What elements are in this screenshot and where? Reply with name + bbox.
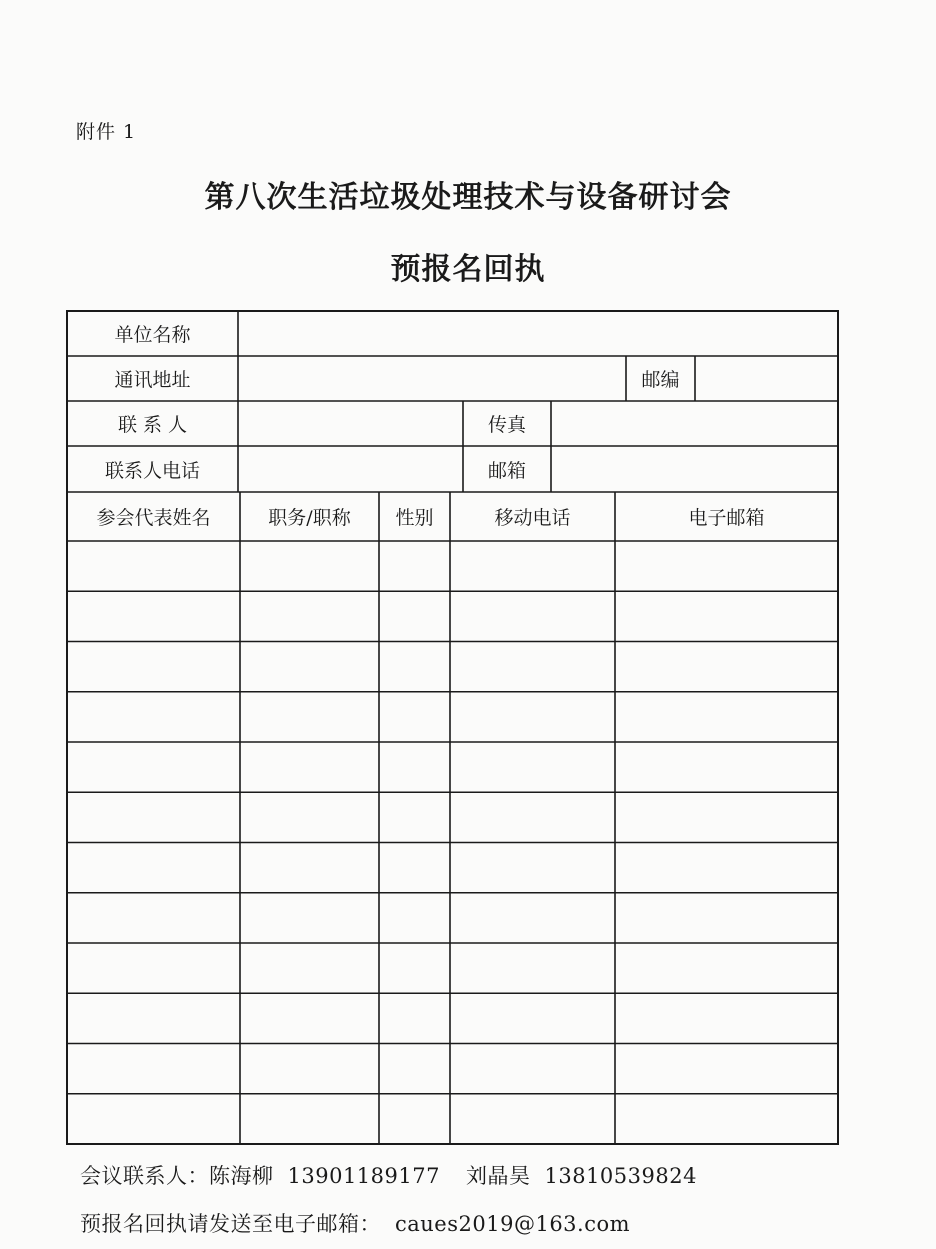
position-cell[interactable] (240, 1094, 379, 1144)
contact-person-label: 联 系 人 (117, 414, 188, 436)
meeting-contacts (80, 1160, 697, 1190)
mobile-phone-cell[interactable] (450, 1044, 615, 1094)
submission-email: caues2019@163.com (395, 1212, 631, 1236)
postcode-field[interactable] (695, 356, 838, 401)
document-subtitle: 预报名回执 (390, 252, 546, 287)
attendee-name-cell[interactable] (67, 541, 240, 591)
address-field[interactable] (238, 356, 626, 401)
attendee-name-cell[interactable] (67, 642, 240, 692)
position-cell[interactable] (240, 591, 379, 641)
contacts-prefix: 会议联系人： (80, 1164, 209, 1188)
position-cell[interactable] (240, 692, 379, 742)
email-cell[interactable] (615, 742, 838, 792)
mobile-phone-cell[interactable] (450, 943, 615, 993)
contact-phone-field[interactable] (238, 446, 463, 492)
mobile-phone-cell[interactable] (450, 792, 615, 842)
email-label: 邮箱 (487, 459, 526, 482)
mobile-phone-cell[interactable] (450, 692, 615, 742)
gender-cell[interactable] (379, 591, 450, 641)
org-name-label: 单位名称 (114, 324, 191, 346)
gender-cell[interactable] (379, 1044, 450, 1094)
email-cell[interactable] (615, 792, 838, 842)
column-header-mobile-phone: 移动电话 (494, 507, 571, 529)
mobile-phone-cell[interactable] (450, 742, 615, 792)
fax-field[interactable] (551, 401, 838, 446)
mobile-phone-cell[interactable] (450, 642, 615, 692)
email-cell[interactable] (615, 893, 838, 943)
email-cell[interactable] (615, 1044, 838, 1094)
mobile-phone-cell[interactable] (450, 993, 615, 1043)
gender-cell[interactable] (379, 893, 450, 943)
email-field[interactable] (551, 446, 838, 492)
attachment-label: 附件 1 (76, 121, 137, 143)
position-cell[interactable] (240, 642, 379, 692)
email-cell[interactable] (615, 993, 838, 1043)
mobile-phone-cell[interactable] (450, 591, 615, 641)
gender-cell[interactable] (379, 692, 450, 742)
gender-cell[interactable] (379, 843, 450, 893)
contact-phone-label: 联系人电话 (104, 459, 200, 482)
position-cell[interactable] (240, 993, 379, 1043)
attendee-name-cell[interactable] (67, 843, 240, 893)
gender-cell[interactable] (379, 792, 450, 842)
attendee-name-cell[interactable] (67, 1044, 240, 1094)
contact1-name: 陈海柳 (209, 1164, 274, 1188)
gender-cell[interactable] (379, 742, 450, 792)
gender-cell[interactable] (379, 993, 450, 1043)
email-cell[interactable] (615, 692, 838, 742)
position-cell[interactable] (240, 843, 379, 893)
document-title: 第八次生活垃圾处理技术与设备研讨会 (204, 180, 732, 215)
column-header-email: 电子邮箱 (688, 507, 765, 529)
org-name-field[interactable] (238, 311, 838, 356)
attendee-name-cell[interactable] (67, 943, 240, 993)
email-cell[interactable] (615, 541, 838, 591)
column-header-attendee-name: 参会代表姓名 (96, 507, 211, 529)
contact1-phone: 13901189177 (287, 1164, 440, 1188)
attendee-name-cell[interactable] (67, 1094, 240, 1144)
submission-text: 预报名回执请发送至电子邮箱： (80, 1212, 381, 1236)
email-cell[interactable] (615, 642, 838, 692)
address-label: 通讯地址 (114, 369, 191, 391)
postcode-label: 邮编 (641, 369, 680, 391)
email-cell[interactable] (615, 943, 838, 993)
position-cell[interactable] (240, 742, 379, 792)
position-cell[interactable] (240, 541, 379, 591)
contact2-phone: 13810539824 (544, 1164, 697, 1188)
attendee-name-cell[interactable] (67, 692, 240, 742)
email-cell[interactable] (615, 591, 838, 641)
mobile-phone-cell[interactable] (450, 1094, 615, 1144)
mobile-phone-cell[interactable] (450, 541, 615, 591)
gender-cell[interactable] (379, 1094, 450, 1144)
attendee-name-cell[interactable] (67, 742, 240, 792)
gender-cell[interactable] (379, 541, 450, 591)
email-cell[interactable] (615, 843, 838, 893)
mobile-phone-cell[interactable] (450, 893, 615, 943)
gender-cell[interactable] (379, 943, 450, 993)
position-cell[interactable] (240, 792, 379, 842)
position-cell[interactable] (240, 893, 379, 943)
fax-label: 传真 (487, 414, 526, 436)
attendee-name-cell[interactable] (67, 792, 240, 842)
submission-instructions (80, 1208, 630, 1238)
attendee-name-cell[interactable] (67, 893, 240, 943)
gender-cell[interactable] (379, 642, 450, 692)
column-header-gender: 性别 (395, 507, 434, 529)
position-cell[interactable] (240, 943, 379, 993)
attendee-name-cell[interactable] (67, 591, 240, 641)
attendee-name-cell[interactable] (67, 993, 240, 1043)
column-header-position: 职务/职称 (268, 507, 351, 529)
contact-person-field[interactable] (238, 401, 463, 446)
email-cell[interactable] (615, 1094, 838, 1144)
position-cell[interactable] (240, 1044, 379, 1094)
mobile-phone-cell[interactable] (450, 843, 615, 893)
contact2-name: 刘晶昊 (465, 1164, 531, 1188)
